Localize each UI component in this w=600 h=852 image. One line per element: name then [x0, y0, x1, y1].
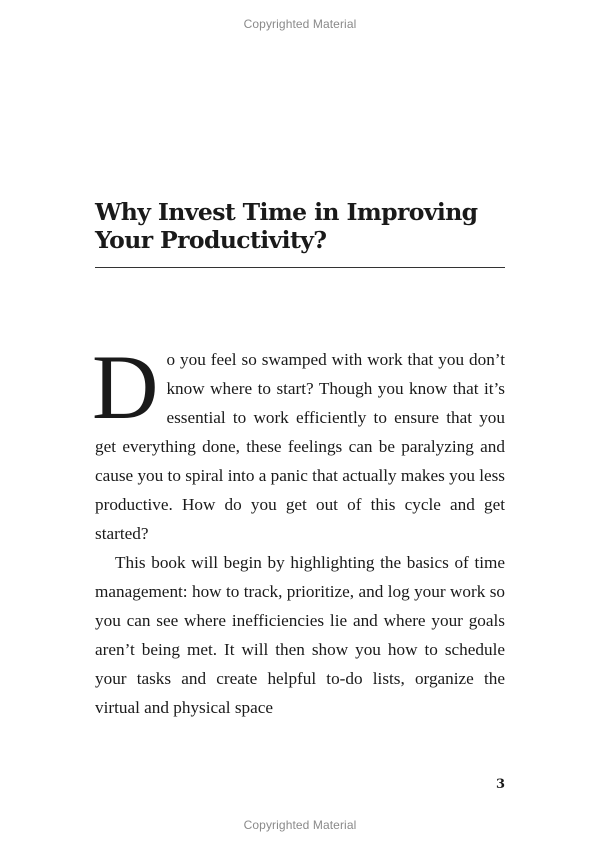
paragraph-2: This book will begin by highlighting the basics of time management: how to track, prioritize, and log your work so you can see where inefficiencies lie and where your goals aren’t being met. It will then show you how to schedule your tasks and create helpful to-do lists, organize the virtual and physical space — [95, 553, 505, 717]
copyright-watermark-bottom: Copyrighted Material — [243, 818, 357, 832]
title-divider — [95, 267, 505, 268]
body-text — [92, 336, 505, 722]
chapter-title-line-1: Why Invest Time in Improving — [95, 198, 478, 226]
paragraph-1 — [92, 336, 505, 548]
chapter-title — [95, 198, 515, 254]
chapter-title-line-2: Your Productivity? — [95, 226, 327, 254]
paragraph-1-text: o you feel so swamped with work that you don’t know where to start? Though you know that it’s essential to work efficiently to ensure that you get everything done, these feelings can be paralyzing and cause you to spiral into a panic that actually makes you less productive. How do you get out of this cycle and get started? — [95, 350, 505, 543]
drop-cap: D — [92, 336, 159, 438]
copyright-watermark-top: Copyrighted Material — [243, 17, 357, 31]
page-number: 3 — [495, 777, 505, 792]
